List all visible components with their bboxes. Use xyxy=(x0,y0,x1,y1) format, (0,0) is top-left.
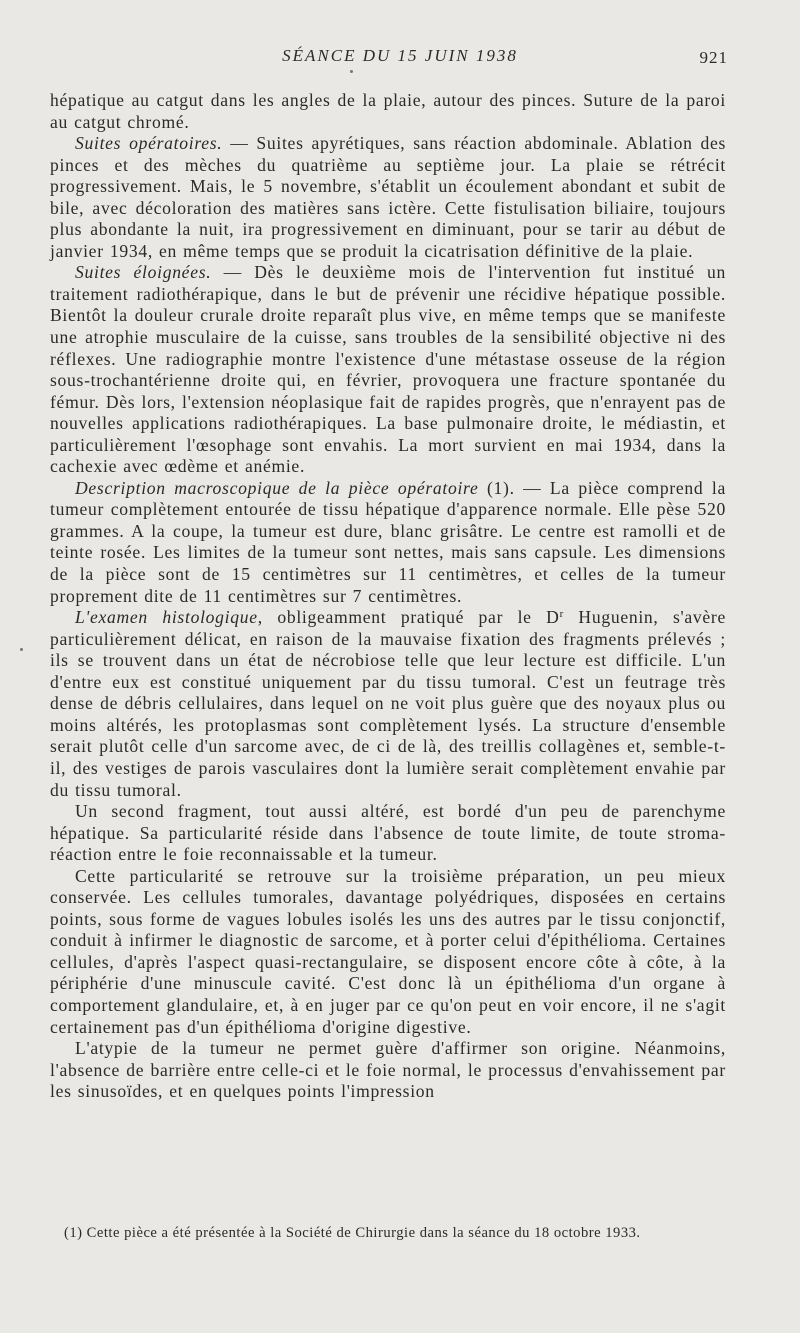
superscript: r xyxy=(559,608,564,621)
section-lead: Suites opératoires. xyxy=(75,133,223,154)
print-speck xyxy=(350,70,353,73)
footnote-text: (1) Cette pièce a été présentée à la Société de Chirurgie dans la séance du 18 octobre 1933. xyxy=(64,1225,641,1241)
paragraph-7: Cette particularité se retrouve sur la troisième préparation, un peu mieux conservée. Les cellules tumorales, davantage polyédriques, disposées en certains points, sous forme de vagues lobules isolés les uns des autres par le tissu conjonctif, conduit à infirmer le diagnostic de sarcome, et à porter celui d'épithélioma. Certaines cellules, d'après l'aspect quasi-rectangulaire, se disposent encore côte à côte, à la périphérie d'une minuscule cavité. C'est donc là un épithélioma d'un organe à comportement glandulaire, et, à en juger par ce qu'on peut en voir encore, il ne s'agit certainement pas d'un épithélioma d'origine digestive. xyxy=(50,865,726,1037)
paragraph-examen-histologique xyxy=(50,607,726,801)
paragraph-suites-eloignees xyxy=(50,262,726,477)
section-lead: L'examen histologique xyxy=(75,607,258,628)
paragraph-text: (1). — La pièce comprend la tumeur complètement entourée de tissu hépatique d'apparence normale. Elle pèse 520 grammes. A la coupe, la tumeur est dure, blanc grisâtre. Le centre est ramolli et de teinte rosée. Les limites de la tumeur sont nettes, mais sans capsule. Les dimensions de la pièce sont de 15 centimètres sur 11 centimètres, et celles de la tumeur proprement dite de 11 centimètres sur 7 centimètres. xyxy=(50,477,726,606)
paragraph-text: — Dès le deuxième mois de l'intervention fut institué un traitement radiothérapique, dans le but de prévenir une récidive hépatique possible. Bientôt la douleur crurale droite reparaît plus vive, en même temps que se manifeste une atrophie musculaire de la cuisse, sans troubles de la sensibilité objective ni des réflexes. Une radiographie montre l'existence d'une métastase osseuse de la région sous-trochantérienne droite qui, en février, provoquera une fracture spontanée du fémur. Dès lors, l'extension néoplasique fait de rapides progrès, que n'enrayent pas de nouvelles applications radiothérapiques. La base pulmonaire droite, le médiastin, et particulièrement l'œsophage sont envahis. La mort survient en mai 1934, dans la cachexie avec œdème et anémie. xyxy=(50,262,726,477)
footnote xyxy=(50,1224,726,1243)
paragraph-description-macroscopique xyxy=(50,478,726,607)
paragraph-text: Huguenin, s'avère particulièrement délicat, en raison de la mauvaise fixation des fragments prélevés ; ils se trouvent dans un état de nécrobiose telle que leur lecture est difficile. L'un d'entre eux est constitué uniquement par du tissu tumoral. C'est un feutrage très dense de débris cellulaires, dans lequel on ne voit plus guère que des noyaux plus ou moins altérés, les protoplasmas sont complètement lysés. La structure d'ensemble serait plutôt celle d'un sarcome avec, de ci de là, des treillis collagènes et, semble-t-il, des vestiges de parois vasculaires dont la lumière serait complètement envahie par du tissu tumoral. xyxy=(50,607,726,800)
paragraph-6: Un second fragment, tout aussi altéré, est bordé d'un peu de parenchyme hépatique. Sa particularité réside dans l'absence de toute limite, de toute stroma-réaction entre le foie reconnaissable et la tumeur. xyxy=(50,801,726,865)
print-speck xyxy=(20,648,23,651)
paragraph-suites-operatoires xyxy=(50,133,726,262)
paragraph-text: — Suites apyrétiques, sans réaction abdominale. Ablation des pinces et des mèches du quatrième au septième jour. La plaie se rétrécit progressivement. Mais, le 5 novembre, s'établit un écoulement abondant et subit de bile, avec décoloration des matières sans ictère. Cette fistulisation biliaire, toujours plus abondante la nuit, ira progressivement en diminuant, pour se tarir au début de janvier 1934, en même temps que se produit la cicatrisation définitive de la plaie. xyxy=(50,133,726,261)
paragraph-1: hépatique au catgut dans les angles de la plaie, autour des pinces. Suture de la paroi au catgut chromé. xyxy=(50,90,726,132)
section-lead: Suites éloignées. xyxy=(75,262,212,283)
page-header xyxy=(0,46,800,72)
page-number: 921 xyxy=(699,48,728,67)
section-lead: Description macroscopique de la pièce opératoire xyxy=(75,477,479,498)
paragraph-8: L'atypie de la tumeur ne permet guère d'affirmer son origine. Néanmoins, l'absence de barrière entre celle-ci et le foie normal, le processus d'envahissement par les sinusoïdes, et en quelques points l'impression xyxy=(50,1038,726,1102)
paragraph-text: , obligeamment pratiqué par le D xyxy=(257,607,560,628)
main-text xyxy=(50,90,726,1103)
running-head: SÉANCE DU 15 JUIN 1938 xyxy=(282,46,518,65)
